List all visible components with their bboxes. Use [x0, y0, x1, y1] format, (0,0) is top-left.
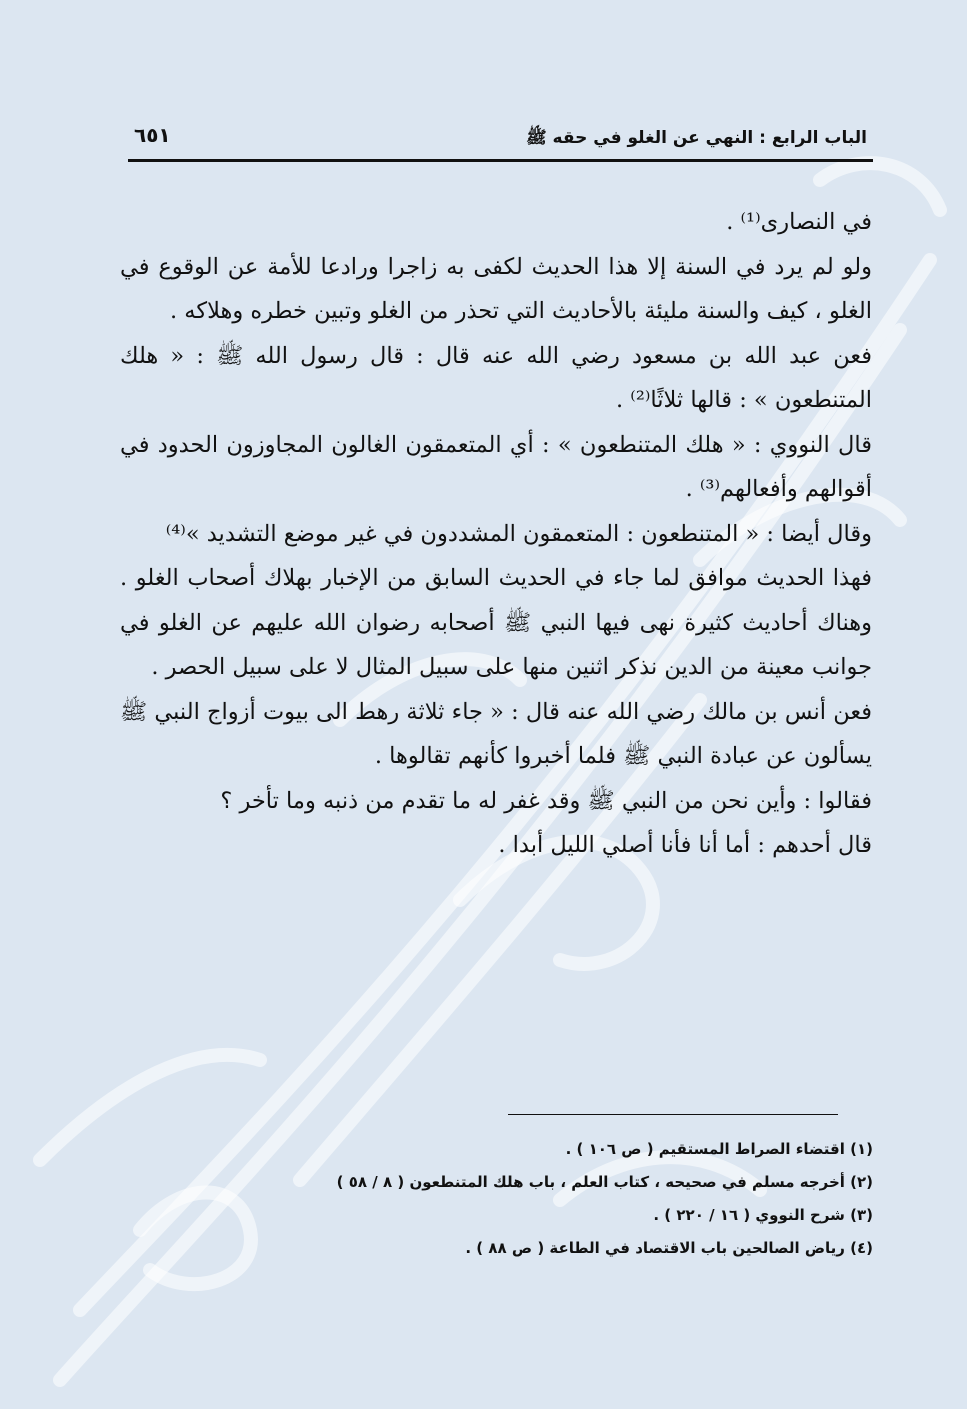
main-text: [120, 200, 872, 868]
paragraph: وقال أيضا : « المتنطعون : المتعمقون المشددون في غير موضع التشديد »⁽⁴⁾: [165, 520, 872, 547]
paragraph: قال أحدهم : أما أنا فأنا أصلي الليل أبدا .: [498, 832, 872, 858]
footnote-separator: [508, 1114, 838, 1115]
header-rule: [128, 159, 873, 162]
footnote: (١) اقتضاء الصراط المستقيم ( ص ١٠٦ ) .: [565, 1140, 873, 1158]
paragraph: في النصارى⁽¹⁾ .: [726, 209, 872, 235]
paragraph: فقالوا : وأين نحن من النبي ﷺ وقد غفر له ما تقدم من ذنبه وما تأخر ؟: [220, 787, 872, 814]
paragraph: ولو لم يرد في السنة إلا هذا الحديث لكفى به زاجرا ورادعا للأمة عن الوقوع في الغلو ، كيف والسنة مليئة بالأحاديث التي تحذر من الغلو وتبين خطره وهلاكه .: [120, 253, 872, 324]
paragraph: فعن عبد الله بن مسعود رضي الله عنه قال : قال رسول الله ﷺ : « هلك المتنطعون » : قالها ثلاثًا⁽²⁾ .: [120, 342, 872, 413]
paragraph: فهذا الحديث موافق لما جاء في الحديث السابق من الإخبار بهلاك أصحاب الغلو . وهناك أحاديث كثيرة نهى فيها النبي ﷺ أصحابه رضوان الله عليهم عن الغلو في جوانب معينة من الدين نذكر اثنين منها على سبيل المثال لا على سبيل الحصر .: [120, 565, 872, 680]
page-number: ٦٥١: [134, 123, 171, 147]
footnotes: [128, 1133, 873, 1265]
chapter-title: الباب الرابع : النهي عن الغلو في حقه ﷺ: [526, 128, 867, 148]
running-header: [128, 123, 873, 157]
paragraph: قال النووي : « هلك المتنطعون » : أي المتعمقون الغالون المجاوزون الحدود في أقوالهم وأفعالهم⁽³⁾ .: [120, 431, 872, 502]
footnote: (٢) أخرجه مسلم في صحيحه ، كتاب العلم ، باب هلك المتنطعون ( ٨ / ٥٨ ): [336, 1173, 873, 1191]
footnote: (٤) رياض الصالحين باب الاقتصاد في الطاعة ( ص ٨٨ ) .: [465, 1239, 873, 1257]
paragraph: فعن أنس بن مالك رضي الله عنه قال : « جاء ثلاثة رهط الى بيوت أزواج النبي ﷺ يسألون عن عبادة النبي ﷺ فلما أخبروا كأنهم تقالوها .: [120, 698, 872, 769]
footnote: (٣) شرح النووي ( ١٦ / ٢٢٠ ) .: [653, 1206, 873, 1224]
